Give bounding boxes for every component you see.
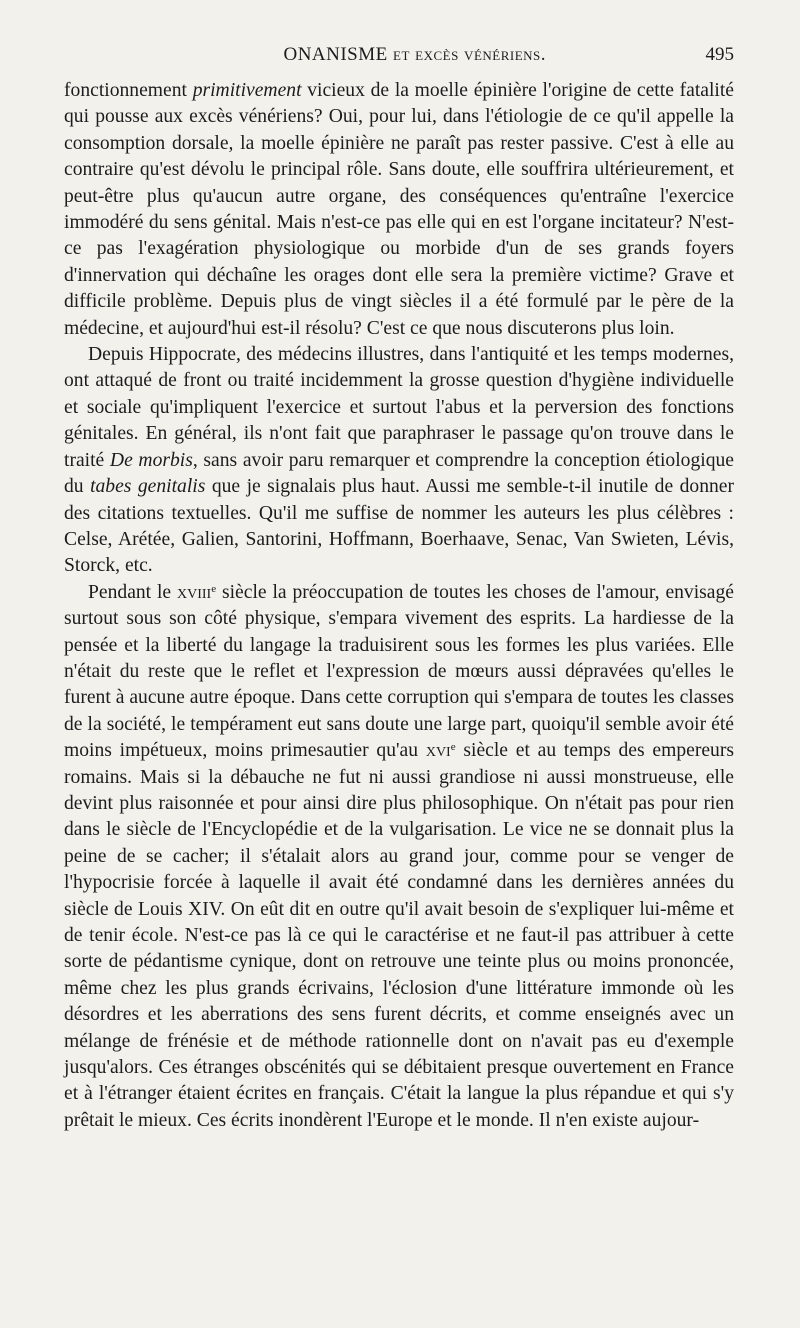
text-run: , sans avoir paru remarquer et comprendre la conception étiologique du bbox=[64, 449, 735, 498]
running-head: ONANISME et excès vénériens. bbox=[283, 44, 547, 65]
body-text bbox=[64, 78, 734, 1134]
superscript: e bbox=[450, 741, 456, 754]
paragraph bbox=[64, 78, 734, 342]
text-run: siècle la préoccupation de toutes les choses de l'amour, envisagé surtout sous son côté physique, s'empara vivement des esprits. La hardiesse de la pensée et la liberté du langage la traduisirent sous les formes les plus variées. Elle n'était du reste que le reflet et l'expression de mœurs aussi dépravées qu'elles le furent à aucune autre époque. Dans cette corruption qui s'empara de toutes les classes de la société, le tempérament eut sans doute une large part, quoiqu'il semble avoir été moins impétueux, moins primesautier qu'au bbox=[64, 581, 734, 762]
page-number: 495 bbox=[705, 44, 734, 65]
italic-term: tabes genitalis bbox=[90, 476, 206, 498]
roman-numeral: xviii bbox=[177, 581, 212, 603]
paragraph bbox=[64, 580, 734, 1135]
text-run: fonctionnement bbox=[64, 80, 193, 101]
text-run: vicieux de la moelle épinière l'origine de cette fatalité qui pousse aux excès vénériens? Oui, pour lui, dans l'étiologie de ce qu'il appelle la consomption dorsale, la moelle épinière ne paraît pas rester passive. C'est à elle au contraire qu'est dévolu le principal rôle. Sans doute, elle souffrira ultérieurement, et peut-être plus qu'aucun autre organe, des conséquences qu'entraîne l'exercice immodéré du sens génital. Mais n'est-ce pas elle qui en est l'organe incitateur? N'est-ce pas l'exagération physiologique ou morbide d'un de ses grands foyers d'innervation qui déchaîne les orages dont elle sera la première victime? Grave et difficile problème. Depuis plus de vingt siècles il a été formulé par le père de la médecine, et aujourd'hui est-il résolu? C'est ce que nous discuterons plus loin. bbox=[64, 80, 734, 339]
text-run: Depuis Hippocrate, des médecins illustres, dans l'antiquité et les temps modernes, ont attaqué de front ou traité incidemment la grosse question d'hygiène individuelle et sociale qu'impliquent l'exercice et surtout l'abus et la perversion des fonctions génitales. En général, ils n'ont fait que paraphraser le passage qu'on trouve dans le traité bbox=[64, 344, 734, 471]
italic-term: De morbis bbox=[109, 449, 193, 471]
text-run: que je signalais plus haut. Aussi me semble-t-il inutile de donner des citations textuelles. Qu'il me suffise de nommer les auteurs les plus célèbres : Celse, Arétée, Galien, Santorini, Hoffmann, Boerhaave, Senac, Van Swieten, Lévis, Storck, etc. bbox=[64, 476, 735, 577]
text-run: siècle et au temps des empereurs romains. Mais si la débauche ne fut ni aussi grandiose ni aussi monstrueuse, elle devint plus raisonnée et pour ainsi dire plus philosophique. On n'était pas pour rien dans le siècle de l'Encyclopédie et de la vulgarisation. Le vice ne se donnait plus la peine de se cacher; il s'étalait alors au grand jour, comme pour se venger de l'hypocrisie forcée à laquelle il avait été condamné dans les dernières années du siècle de Louis XIV. On eût dit en outre qu'il avait besoin de s'expliquer lui-même et de tenir école. N'est-ce pas là ce qui le caractérise et ne faut-il pas attribuer à cette sorte de pédantisme cynique, dont on retrouve une teinte plus ou moins prononcée, même chez les plus grands écrivains, l'éclosion d'une littérature immonde où les désordres et les aberrations des sens furent décrits, et comme enseignés avec un mélange de frénésie et de méthode rationnelle dont on n'avait pas eu d'exemple jusqu'alors. Ces étranges obscénités qui se débitaient presque ouvertement en France et à l'étranger étaient écrites en français. C'était la langue la plus répandue et qui s'y prêtait le mieux. Ces écrits inondèrent l'Europe et le monde. Il n'en existe aujour- bbox=[64, 740, 734, 1131]
superscript: e bbox=[211, 582, 217, 595]
text-run: Pendant le bbox=[88, 581, 177, 603]
page-header bbox=[64, 44, 734, 72]
roman-numeral: xvi bbox=[425, 740, 451, 762]
italic-term: primitivement bbox=[192, 80, 302, 101]
paragraph bbox=[64, 342, 734, 580]
